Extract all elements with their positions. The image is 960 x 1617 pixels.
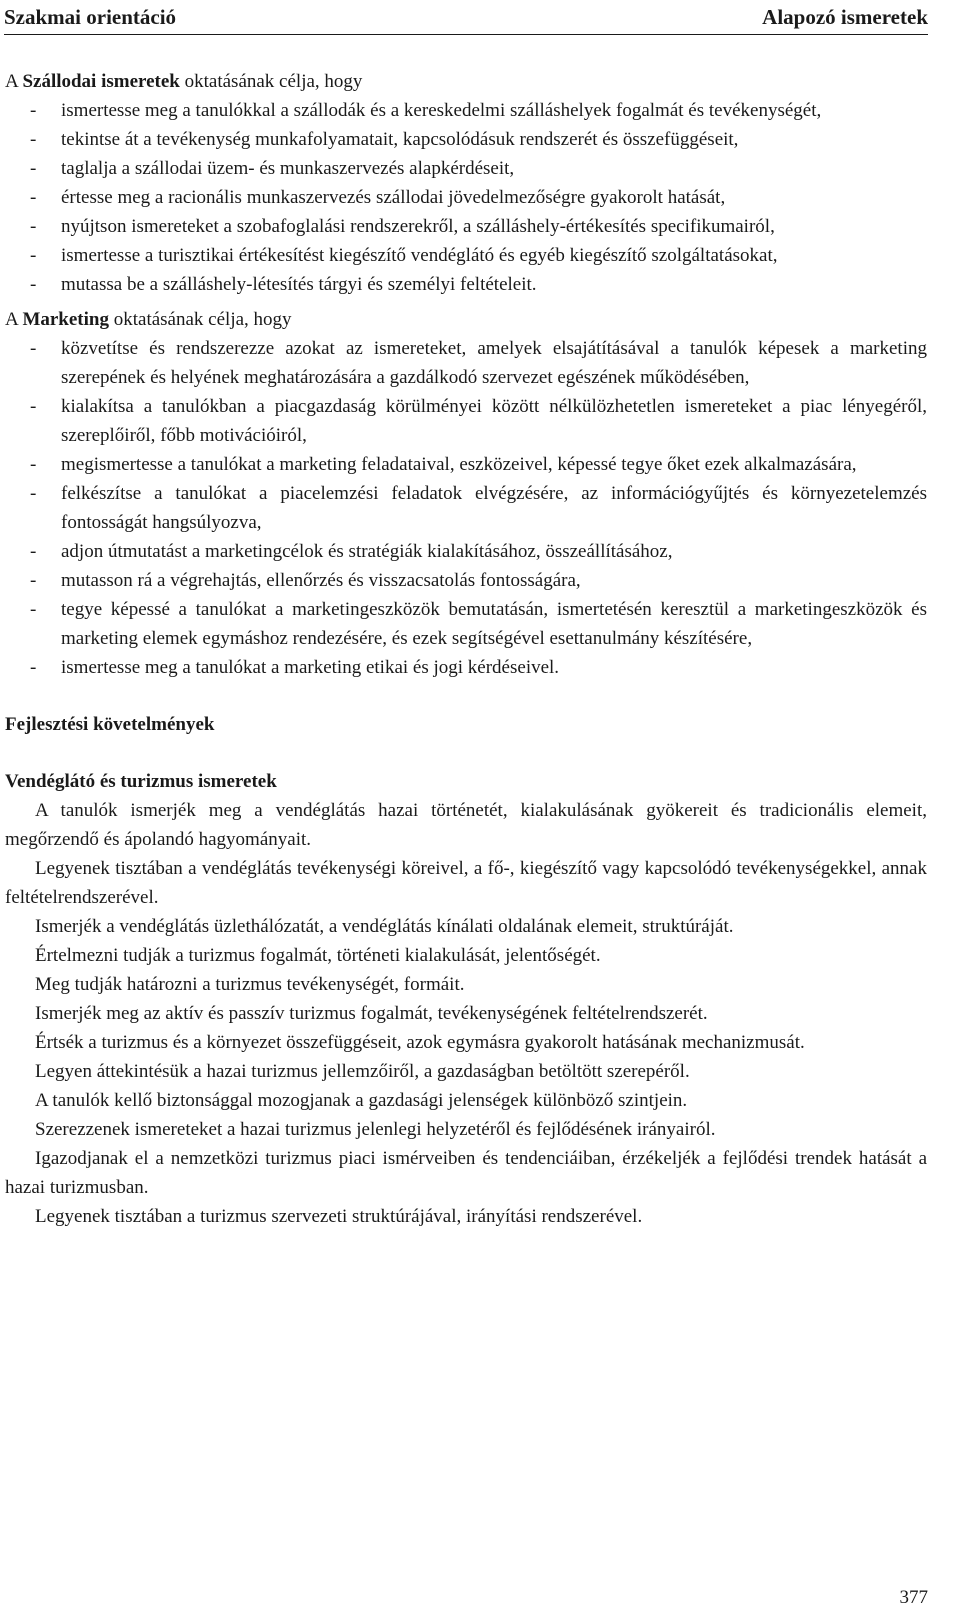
paragraph: Értelmezni tudják a turizmus fogalmát, történeti kialakulását, jelentőségét. (35, 945, 601, 966)
intro-prefix: A (5, 71, 23, 92)
subject-name: Marketing (22, 309, 109, 330)
list-item: - tekintse át a tevékenység munkafolyamatait, kapcsolódásuk rendszerét és összefüggéseit, (5, 125, 927, 154)
list-item: - mutassa be a szálláshely-létesítés tárgyi és személyi feltételeit. (5, 270, 927, 299)
list-item: - felkészítse a tanulókat a piacelemzési feladatok elvégzésére, az információgyűjtés és környezetelemzés fontosságát hangsúlyozva, (5, 479, 927, 537)
list-item: - megismertesse a tanulókat a marketing feladataival, eszközeivel, képessé tegye őket ezek alkalmazására, (5, 450, 927, 479)
section-szallodai (5, 67, 927, 299)
list-item: - mutasson rá a végrehajtás, ellenőrzés és visszacsatolás fontosságára, (5, 566, 927, 595)
vendeglato-heading: Vendéglátó és turizmus ismeretek (5, 771, 277, 792)
page-number: 377 (899, 1587, 928, 1608)
subject-name: Szállodai ismeretek (22, 71, 180, 92)
paragraph: Meg tudják határozni a turizmus tevékenységét, formáit. (35, 974, 465, 995)
list-item: - ismertesse meg a tanulókat a marketing etikai és jogi kérdéseivel. (5, 653, 927, 682)
list-item: - értesse meg a racionális munkaszervezés szállodai jövedelmezőségre gyakorolt hatását, (5, 183, 927, 212)
list-item: - kialakítsa a tanulókban a piacgazdaság körülményei között nélkülözhetetlen ismereteket a piac lényegéről, szereplőiről, főbb motivációiról, (5, 392, 927, 450)
list-item: - taglalja a szállodai üzem- és munkaszervezés alapkérdéseit, (5, 154, 927, 183)
intro-prefix: A (5, 309, 23, 330)
list-item: - adjon útmutatást a marketingcélok és stratégiák kialakításához, összeállításához, (5, 537, 927, 566)
header-left-title: Szakmai orientáció (4, 5, 177, 29)
paragraph: Szerezzenek ismereteket a hazai turizmus jelenlegi helyzetéről és fejlődésének irányairól. (35, 1119, 716, 1140)
page-content (5, 67, 927, 1231)
section-vendeglato (5, 767, 927, 1231)
fejlesztesi-heading: Fejlesztési követelmények (5, 714, 215, 735)
paragraph: Ismerjék a vendéglátás üzlethálózatát, a vendéglátás kínálati oldalának elemeit, struktúráját. (35, 916, 734, 937)
list-item: - ismertesse a turisztikai értékesítést kiegészítő vendéglátó és egyéb kiegészítő szolgáltatásokat, (5, 241, 927, 270)
paragraph: A tanulók ismerjék meg a vendéglátás hazai történetét, kialakulásának gyökereit és tradicionális elemeit, megőrzendő és ápolandó hagyományait. (5, 800, 927, 850)
paragraph: Legyenek tisztában a vendéglátás tevékenységi köreivel, a fő-, kiegészítő vagy kapcsolódó tevékenységekkel, annak feltételrendszerével. (5, 858, 927, 908)
header-right-title: Alapozó ismeretek (762, 5, 928, 29)
list-item: - közvetítse és rendszerezze azokat az ismereteket, amelyek elsajátításával a tanulók képesek a marketing szerepének és helyének meghatározására a gazdálkodó szervezet egészének működésében, (5, 334, 927, 392)
list-item: - ismertesse meg a tanulókkal a szállodák és a kereskedelmi szálláshelyek fogalmát és tevékenységét, (5, 96, 927, 125)
intro-suffix: oktatásának célja, hogy (108, 309, 292, 330)
section-intro (5, 67, 927, 96)
page-header (4, 0, 928, 30)
paragraph: Értsék a turizmus és a környezet összefüggéseit, azok egymásra gyakorolt hatásának mechanizmusát. (35, 1032, 805, 1053)
list-item: - nyújtson ismereteket a szobafoglalási rendszerekről, a szálláshely-értékesítés specifikumairól, (5, 212, 927, 241)
goal-list (5, 96, 927, 299)
paragraph: Legyenek tisztában a turizmus szervezeti struktúrájával, irányítási rendszerével. (35, 1206, 643, 1227)
paragraph: Legyen áttekintésük a hazai turizmus jellemzőiről, a gazdaságban betöltött szerepéről. (35, 1061, 690, 1082)
goal-list (5, 334, 927, 682)
paragraph: Ismerjék meg az aktív és passzív turizmus fogalmát, tevékenységének feltételrendszerét. (35, 1003, 708, 1024)
paragraph: Igazodjanak el a nemzetközi turizmus piaci ismérveiben és tendenciáiban, érzékeljék a fejlődési trendek hatását a hazai turizmusban. (5, 1148, 927, 1198)
section-marketing (5, 305, 927, 682)
header-divider (4, 34, 928, 35)
intro-suffix: oktatásának célja, hogy (179, 71, 363, 92)
paragraph: A tanulók kellő biztonsággal mozogjanak a gazdasági jelenségek különböző szintjein. (35, 1090, 688, 1111)
list-item: - tegye képessé a tanulókat a marketingeszközök bemutatásán, ismertetésén keresztül a marketingeszközök és marketing elemek egymáshoz rendezésére, és ezek segítségével esettanulmány készítésére, (5, 595, 927, 653)
section-intro (5, 305, 927, 334)
